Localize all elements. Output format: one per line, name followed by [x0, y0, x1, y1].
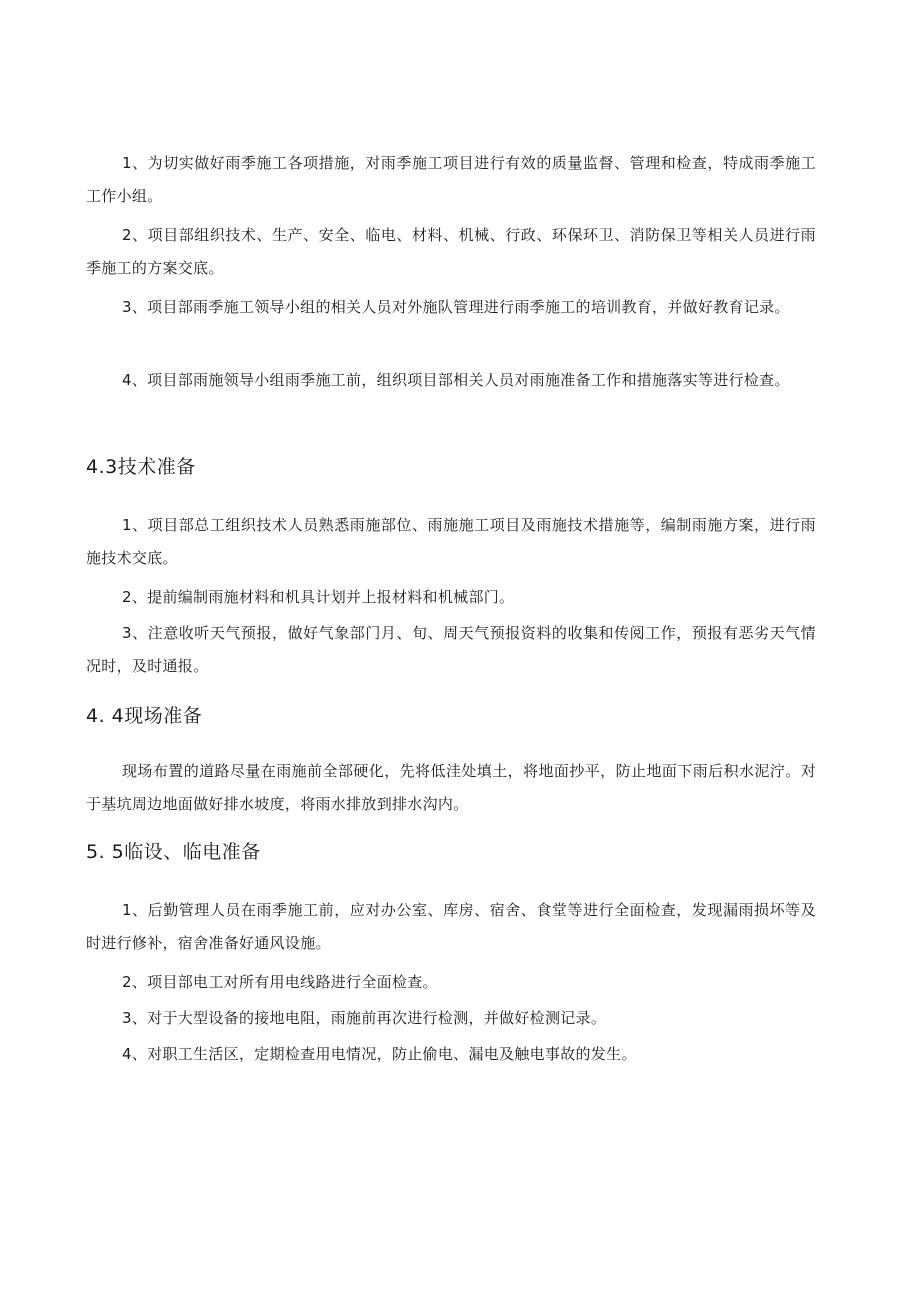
- heading-5-5: 5. 5临设、临电准备: [86, 841, 261, 863]
- paragraph-5-5-1: 1、后勤管理人员在雨季施工前，应对办公室、库房、宿舍、食堂等进行全面检查，发现漏雨损坏等及时进行修补，宿舍准备好通风设施。: [86, 901, 816, 952]
- paragraph-4-2-4: 4、项目部雨施领导小组雨季施工前，组织项目部相关人员对雨施准备工作和措施落实等进行检查。: [122, 371, 790, 389]
- paragraph-4-2-3: 3、项目部雨季施工领导小组的相关人员对外施队管理进行雨季施工的培训教育，并做好教育记录。: [122, 298, 790, 316]
- paragraph-4-3-2: 2、提前编制雨施材料和机具计划并上报材料和机械部门。: [122, 588, 515, 606]
- paragraph-5-5-4: 4、对职工生活区，定期检查用电情况，防止偷电、漏电及触电事故的发生。: [122, 1045, 637, 1063]
- heading-4-4: 4. 4现场准备: [86, 705, 203, 727]
- paragraph-5-5-3: 3、对于大型设备的接地电阻，雨施前再次进行检测，并做好检测记录。: [122, 1009, 607, 1027]
- paragraph-4-3-1: 1、项目部总工组织技术人员熟悉雨施部位、雨施施工项目及雨施技术措施等，编制雨施方案，进行雨施技术交底。: [86, 516, 816, 567]
- paragraph-4-3-3: 3、注意收听天气预报，做好气象部门月、旬、周天气预报资料的收集和传阅工作，预报有恶劣天气情况时，及时通报。: [86, 624, 816, 675]
- paragraph-5-5-2: 2、项目部电工对所有用电线路进行全面检查。: [122, 973, 438, 991]
- heading-4-3: 4.3技术准备: [86, 456, 196, 478]
- paragraph-4-2-1: 1、为切实做好雨季施工各项措施，对雨季施工项目进行有效的质量监督、管理和检查，特成雨季施工工作小组。: [86, 154, 816, 205]
- paragraph-4-2-2: 2、项目部组织技术、生产、安全、临电、材料、机械、行政、环保环卫、消防保卫等相关人员进行雨季施工的方案交底。: [86, 226, 816, 277]
- paragraph-4-4-1: 现场布置的道路尽量在雨施前全部硬化，先将低洼处填土，将地面抄平，防止地面下雨后积水泥泞。对于基坑周边地面做好排水坡度，将雨水排放到排水沟内。: [86, 762, 816, 813]
